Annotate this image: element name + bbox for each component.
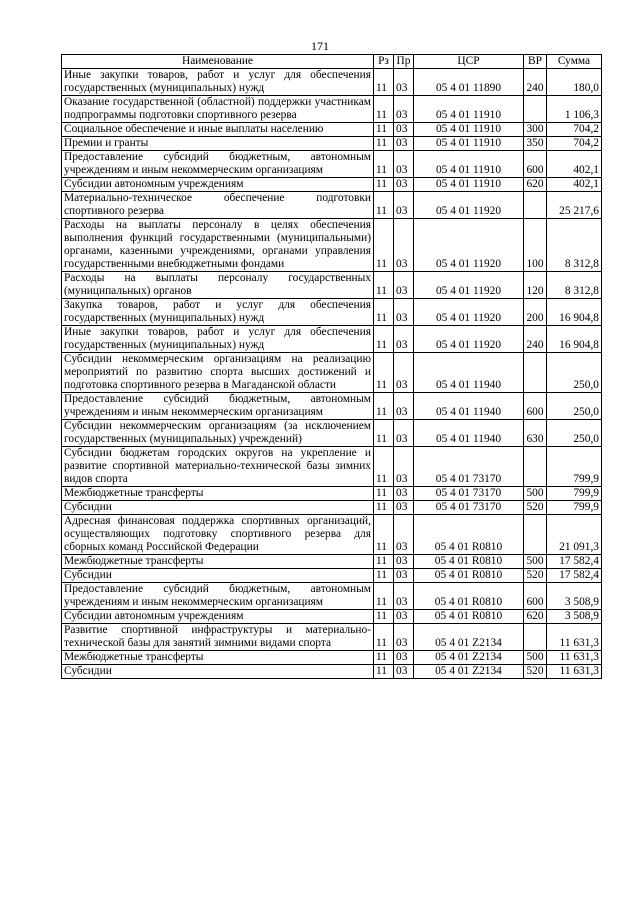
table-row [62, 569, 602, 583]
table-row [62, 610, 602, 624]
row-name: Иные закупки товаров, работ и услуг для обеспечения государственных (муниципальных) нужд [62, 326, 374, 353]
row-sum: 799,9 [547, 501, 602, 515]
row-vr: 600 [524, 583, 547, 610]
table-row [62, 420, 602, 447]
row-rz: 11 [374, 326, 394, 353]
row-csr: 05 4 01 R0810 [414, 555, 524, 569]
row-csr: 05 4 01 Z2134 [414, 651, 524, 665]
table-row [62, 515, 602, 555]
row-pr: 03 [394, 420, 414, 447]
row-rz: 11 [374, 96, 394, 123]
row-csr: 05 4 01 11940 [414, 393, 524, 420]
row-vr: 500 [524, 487, 547, 501]
row-rz: 11 [374, 610, 394, 624]
row-sum: 402,1 [547, 151, 602, 178]
table-row [62, 393, 602, 420]
row-pr: 03 [394, 583, 414, 610]
row-pr: 03 [394, 501, 414, 515]
row-name: Предоставление субсидий бюджетным, автономным учреждениям и иным некоммерческим организациям [62, 393, 374, 420]
row-pr: 03 [394, 487, 414, 501]
row-name: Субсидии [62, 501, 374, 515]
row-name: Предоставление субсидий бюджетным, автономным учреждениям и иным некоммерческим организациям [62, 583, 374, 610]
row-rz: 11 [374, 192, 394, 219]
row-rz: 11 [374, 447, 394, 487]
row-rz: 11 [374, 137, 394, 151]
row-sum: 3 508,9 [547, 583, 602, 610]
row-name: Межбюджетные трансферты [62, 487, 374, 501]
table-row [62, 123, 602, 137]
row-vr [524, 447, 547, 487]
row-vr: 620 [524, 610, 547, 624]
table-row [62, 96, 602, 123]
row-pr: 03 [394, 151, 414, 178]
table-row [62, 665, 602, 679]
row-pr: 03 [394, 123, 414, 137]
row-vr: 600 [524, 393, 547, 420]
row-csr: 05 4 01 R0810 [414, 515, 524, 555]
table-row [62, 151, 602, 178]
row-pr: 03 [394, 192, 414, 219]
row-csr: 05 4 01 11940 [414, 420, 524, 447]
row-name: Субсидии некоммерческим организациям на реализацию мероприятий по развитию спорта высших достижений и подготовка спортивного резерва в Магаданской области [62, 353, 374, 393]
row-name: Расходы на выплаты персоналу государственных (муниципальных) органов [62, 272, 374, 299]
row-pr: 03 [394, 137, 414, 151]
header-pr: Пр [394, 55, 414, 69]
row-csr: 05 4 01 11920 [414, 326, 524, 353]
row-name: Субсидии [62, 569, 374, 583]
row-rz: 11 [374, 272, 394, 299]
table-row [62, 651, 602, 665]
row-csr: 05 4 01 11940 [414, 353, 524, 393]
row-sum: 25 217,6 [547, 192, 602, 219]
row-pr: 03 [394, 299, 414, 326]
table-row [62, 326, 602, 353]
row-csr: 05 4 01 11920 [414, 299, 524, 326]
row-csr: 05 4 01 73170 [414, 501, 524, 515]
row-rz: 11 [374, 569, 394, 583]
row-pr: 03 [394, 569, 414, 583]
row-csr: 05 4 01 11910 [414, 96, 524, 123]
table-row [62, 624, 602, 651]
row-vr: 240 [524, 69, 547, 96]
row-vr: 520 [524, 569, 547, 583]
row-sum: 250,0 [547, 420, 602, 447]
row-pr: 03 [394, 393, 414, 420]
row-vr: 600 [524, 151, 547, 178]
row-csr: 05 4 01 11920 [414, 219, 524, 272]
row-name: Субсидии автономным учреждениям [62, 178, 374, 192]
row-rz: 11 [374, 501, 394, 515]
row-name: Межбюджетные трансферты [62, 651, 374, 665]
row-name: Предоставление субсидий бюджетным, автономным учреждениям и иным некоммерческим организациям [62, 151, 374, 178]
row-pr: 03 [394, 610, 414, 624]
row-csr: 05 4 01 11910 [414, 137, 524, 151]
row-sum: 11 631,3 [547, 665, 602, 679]
row-sum: 21 091,3 [547, 515, 602, 555]
row-vr [524, 515, 547, 555]
row-rz: 11 [374, 393, 394, 420]
row-sum: 11 631,3 [547, 624, 602, 651]
row-vr [524, 624, 547, 651]
row-pr: 03 [394, 353, 414, 393]
row-name: Субсидии некоммерческим организациям (за исключением государственных (муниципальных) учреждений) [62, 420, 374, 447]
row-sum: 8 312,8 [547, 272, 602, 299]
row-pr: 03 [394, 555, 414, 569]
table-row [62, 219, 602, 272]
row-pr: 03 [394, 651, 414, 665]
row-sum: 1 106,3 [547, 96, 602, 123]
row-pr: 03 [394, 326, 414, 353]
row-sum: 17 582,4 [547, 569, 602, 583]
table-header-row [62, 55, 602, 69]
table-row [62, 69, 602, 96]
row-rz: 11 [374, 665, 394, 679]
row-rz: 11 [374, 299, 394, 326]
row-rz: 11 [374, 151, 394, 178]
row-name: Адресная финансовая поддержка спортивных организаций, осуществляющих подготовку спортивного резерва для сборных команд Российской Федерации [62, 515, 374, 555]
row-rz: 11 [374, 651, 394, 665]
table-row [62, 583, 602, 610]
row-rz: 11 [374, 583, 394, 610]
row-sum: 799,9 [547, 487, 602, 501]
row-rz: 11 [374, 219, 394, 272]
row-sum: 250,0 [547, 353, 602, 393]
row-rz: 11 [374, 69, 394, 96]
row-sum: 17 582,4 [547, 555, 602, 569]
header-csr: ЦСР [414, 55, 524, 69]
table-row [62, 192, 602, 219]
row-name: Премии и гранты [62, 137, 374, 151]
row-name: Субсидии [62, 665, 374, 679]
row-pr: 03 [394, 272, 414, 299]
row-csr: 05 4 01 Z2134 [414, 624, 524, 651]
row-sum: 11 631,3 [547, 651, 602, 665]
row-csr: 05 4 01 11920 [414, 272, 524, 299]
row-pr: 03 [394, 219, 414, 272]
row-sum: 16 904,8 [547, 326, 602, 353]
row-pr: 03 [394, 447, 414, 487]
row-name: Субсидии автономным учреждениям [62, 610, 374, 624]
row-name: Субсидии бюджетам городских округов на укрепление и развитие спортивной материально-технической базы зимних видов спорта [62, 447, 374, 487]
row-vr: 350 [524, 137, 547, 151]
table-body [62, 69, 602, 679]
row-vr: 300 [524, 123, 547, 137]
row-sum: 704,2 [547, 137, 602, 151]
row-vr: 120 [524, 272, 547, 299]
row-vr: 500 [524, 651, 547, 665]
row-sum: 250,0 [547, 393, 602, 420]
table-row [62, 272, 602, 299]
row-csr: 05 4 01 11910 [414, 151, 524, 178]
row-pr: 03 [394, 624, 414, 651]
table-row [62, 501, 602, 515]
row-name: Закупка товаров, работ и услуг для обеспечения государственных (муниципальных) нужд [62, 299, 374, 326]
row-rz: 11 [374, 555, 394, 569]
row-rz: 11 [374, 178, 394, 192]
table-row [62, 353, 602, 393]
row-vr: 620 [524, 178, 547, 192]
table-row [62, 447, 602, 487]
row-pr: 03 [394, 665, 414, 679]
row-sum: 799,9 [547, 447, 602, 487]
table-row [62, 178, 602, 192]
table-row [62, 299, 602, 326]
row-csr: 05 4 01 11910 [414, 178, 524, 192]
header-rz: Рз [374, 55, 394, 69]
row-rz: 11 [374, 420, 394, 447]
header-vr: ВР [524, 55, 547, 69]
row-vr: 630 [524, 420, 547, 447]
row-pr: 03 [394, 178, 414, 192]
row-vr [524, 96, 547, 123]
row-rz: 11 [374, 624, 394, 651]
header-name: Наименование [62, 55, 374, 69]
row-vr: 200 [524, 299, 547, 326]
table-row [62, 555, 602, 569]
page-number: 171 [311, 39, 329, 53]
row-vr: 500 [524, 555, 547, 569]
row-name: Межбюджетные трансферты [62, 555, 374, 569]
row-pr: 03 [394, 69, 414, 96]
row-rz: 11 [374, 123, 394, 137]
row-rz: 11 [374, 515, 394, 555]
row-csr: 05 4 01 R0810 [414, 610, 524, 624]
row-sum: 704,2 [547, 123, 602, 137]
row-sum: 16 904,8 [547, 299, 602, 326]
row-rz: 11 [374, 353, 394, 393]
row-csr: 05 4 01 11920 [414, 192, 524, 219]
row-vr: 520 [524, 665, 547, 679]
row-vr: 240 [524, 326, 547, 353]
row-rz: 11 [374, 487, 394, 501]
row-sum: 402,1 [547, 178, 602, 192]
row-vr [524, 353, 547, 393]
row-sum: 3 508,9 [547, 610, 602, 624]
row-csr: 05 4 01 R0810 [414, 569, 524, 583]
row-csr: 05 4 01 R0810 [414, 583, 524, 610]
row-csr: 05 4 01 11910 [414, 123, 524, 137]
table-row [62, 137, 602, 151]
row-csr: 05 4 01 Z2134 [414, 665, 524, 679]
row-sum: 180,0 [547, 69, 602, 96]
header-sum: Сумма [547, 55, 602, 69]
row-pr: 03 [394, 515, 414, 555]
row-vr: 100 [524, 219, 547, 272]
row-csr: 05 4 01 73170 [414, 487, 524, 501]
row-name: Материально-техническое обеспечение подготовки спортивного резерва [62, 192, 374, 219]
row-vr [524, 192, 547, 219]
row-pr: 03 [394, 96, 414, 123]
row-sum: 8 312,8 [547, 219, 602, 272]
row-csr: 05 4 01 11890 [414, 69, 524, 96]
row-name: Социальное обеспечение и иные выплаты населению [62, 123, 374, 137]
row-vr: 520 [524, 501, 547, 515]
row-name: Развитие спортивной инфраструктуры и материально-технической базы для занятий зимними видами спорта [62, 624, 374, 651]
row-name: Расходы на выплаты персоналу в целях обеспечения выполнения функций государственными (муниципальными) органами, казенными учреждениями, органами управления государственными внебюджетными фондами [62, 219, 374, 272]
budget-table [61, 54, 602, 679]
table-row [62, 487, 602, 501]
row-csr: 05 4 01 73170 [414, 447, 524, 487]
row-name: Оказание государственной (областной) поддержки участникам подпрограммы подготовки спортивного резерва [62, 96, 374, 123]
row-name: Иные закупки товаров, работ и услуг для обеспечения государственных (муниципальных) нужд [62, 69, 374, 96]
